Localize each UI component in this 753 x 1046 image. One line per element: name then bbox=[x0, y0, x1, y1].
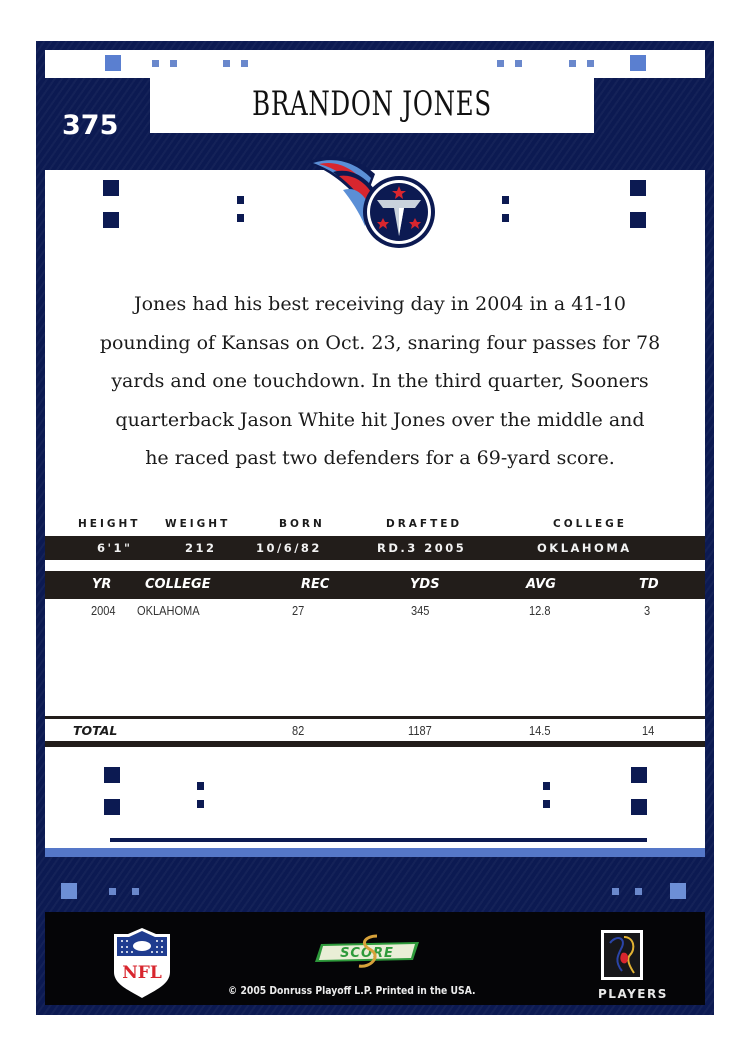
decor-square bbox=[515, 60, 522, 67]
total-rec: 82 bbox=[292, 723, 305, 738]
total-bottom-rule bbox=[45, 741, 705, 747]
light-blue-band bbox=[45, 848, 705, 857]
stats-header-yds: YDS bbox=[410, 577, 440, 592]
decor-square bbox=[170, 60, 177, 67]
svg-text:SCORE: SCORE bbox=[340, 946, 394, 961]
decor-square bbox=[670, 883, 686, 899]
stat-yds: 345 bbox=[411, 603, 430, 618]
players-inc-text: PLAYERS bbox=[598, 987, 668, 1001]
vitals-header-drafted: DRAFTED bbox=[386, 518, 463, 530]
decor-dot bbox=[197, 782, 204, 790]
score-logo-icon bbox=[315, 934, 423, 970]
stats-header-yr: YR bbox=[92, 577, 112, 592]
total-yds: 1187 bbox=[408, 723, 432, 738]
stat-td: 3 bbox=[644, 603, 651, 618]
bio-line: quarterback Jason White hit Jones over the middle and bbox=[115, 408, 645, 431]
decor-square bbox=[105, 55, 121, 71]
decor-dot bbox=[104, 799, 120, 815]
name-plate bbox=[150, 78, 594, 133]
main-panel bbox=[45, 170, 705, 850]
decor-dot bbox=[543, 782, 550, 790]
players-inc-label bbox=[598, 987, 668, 1001]
vitals-weight: 212 bbox=[185, 541, 217, 555]
decor-square bbox=[612, 888, 619, 895]
nfl-logo-icon bbox=[112, 928, 172, 998]
vitals-header-height: HEIGHT bbox=[78, 518, 141, 530]
total-top-rule bbox=[45, 716, 705, 719]
decor-dot bbox=[630, 180, 646, 196]
stats-header-college: COLLEGE bbox=[145, 577, 211, 592]
stats-header-td: TD bbox=[639, 577, 659, 592]
vitals-college: OKLAHOMA bbox=[537, 541, 632, 555]
decor-square bbox=[635, 888, 642, 895]
bottom-rule bbox=[110, 838, 647, 842]
stats-row bbox=[45, 600, 705, 622]
player-bio bbox=[65, 285, 695, 478]
decor-square bbox=[587, 60, 594, 67]
decor-dot bbox=[104, 767, 120, 783]
decor-square bbox=[497, 60, 504, 67]
stats-header-avg: AVG bbox=[526, 577, 556, 592]
bio-line: pounding of Kansas on Oct. 23, snaring four passes for 78 bbox=[99, 331, 661, 354]
bio-line: he raced past two defenders for a 69-yard score. bbox=[145, 447, 615, 469]
player-name: BRANDON JONES bbox=[252, 84, 492, 124]
decor-square bbox=[569, 60, 576, 67]
total-label: TOTAL bbox=[73, 723, 118, 738]
decor-dot bbox=[630, 212, 646, 228]
decor-dot bbox=[502, 196, 509, 204]
titans-logo-icon bbox=[303, 150, 438, 250]
stats-header-rec: REC bbox=[301, 577, 330, 592]
top-strip bbox=[45, 50, 705, 78]
vitals-height: 6'1" bbox=[97, 541, 133, 555]
decor-dot bbox=[631, 767, 647, 783]
svg-text:NFL: NFL bbox=[122, 963, 162, 983]
vitals-header-college: COLLEGE bbox=[553, 518, 627, 530]
total-td: 14 bbox=[642, 723, 655, 738]
decor-square bbox=[152, 60, 159, 67]
vitals-header-weight: WEIGHT bbox=[165, 518, 231, 530]
decor-dot bbox=[502, 214, 509, 222]
decor-square bbox=[132, 888, 139, 895]
stats-header bbox=[45, 571, 705, 599]
decor-dot bbox=[103, 180, 119, 196]
stats-total-row bbox=[45, 720, 705, 742]
decor-dot bbox=[631, 799, 647, 815]
vitals-header-born: BORN bbox=[279, 518, 325, 530]
card-number: 375 bbox=[62, 110, 119, 141]
decor-dot bbox=[237, 214, 244, 222]
vitals-bar bbox=[45, 536, 705, 560]
bio-line: yards and one touchdown. In the third quarter, Sooners bbox=[111, 370, 649, 392]
decor-square bbox=[241, 60, 248, 67]
decor-dot bbox=[197, 800, 204, 808]
copyright-text: © 2005 Donruss Playoff L.P. Printed in the USA. bbox=[228, 985, 476, 997]
vitals-born: 10/6/82 bbox=[256, 541, 322, 555]
decor-dot bbox=[543, 800, 550, 808]
decor-square bbox=[223, 60, 230, 67]
stat-rec: 27 bbox=[292, 603, 305, 618]
vitals-header bbox=[78, 518, 698, 532]
stat-yr: 2004 bbox=[91, 603, 116, 618]
decor-dot bbox=[103, 212, 119, 228]
players-inc-logo-icon bbox=[600, 929, 644, 981]
bio-line: Jones had his best receiving day in 2004 in a 41-10 bbox=[133, 293, 627, 315]
stat-avg: 12.8 bbox=[529, 603, 551, 618]
stat-college: OKLAHOMA bbox=[137, 603, 200, 618]
vitals-drafted: RD.3 2005 bbox=[377, 541, 467, 555]
decor-square bbox=[630, 55, 646, 71]
decor-square bbox=[61, 883, 77, 899]
decor-dot bbox=[237, 196, 244, 204]
decor-square bbox=[109, 888, 116, 895]
total-avg: 14.5 bbox=[529, 723, 551, 738]
